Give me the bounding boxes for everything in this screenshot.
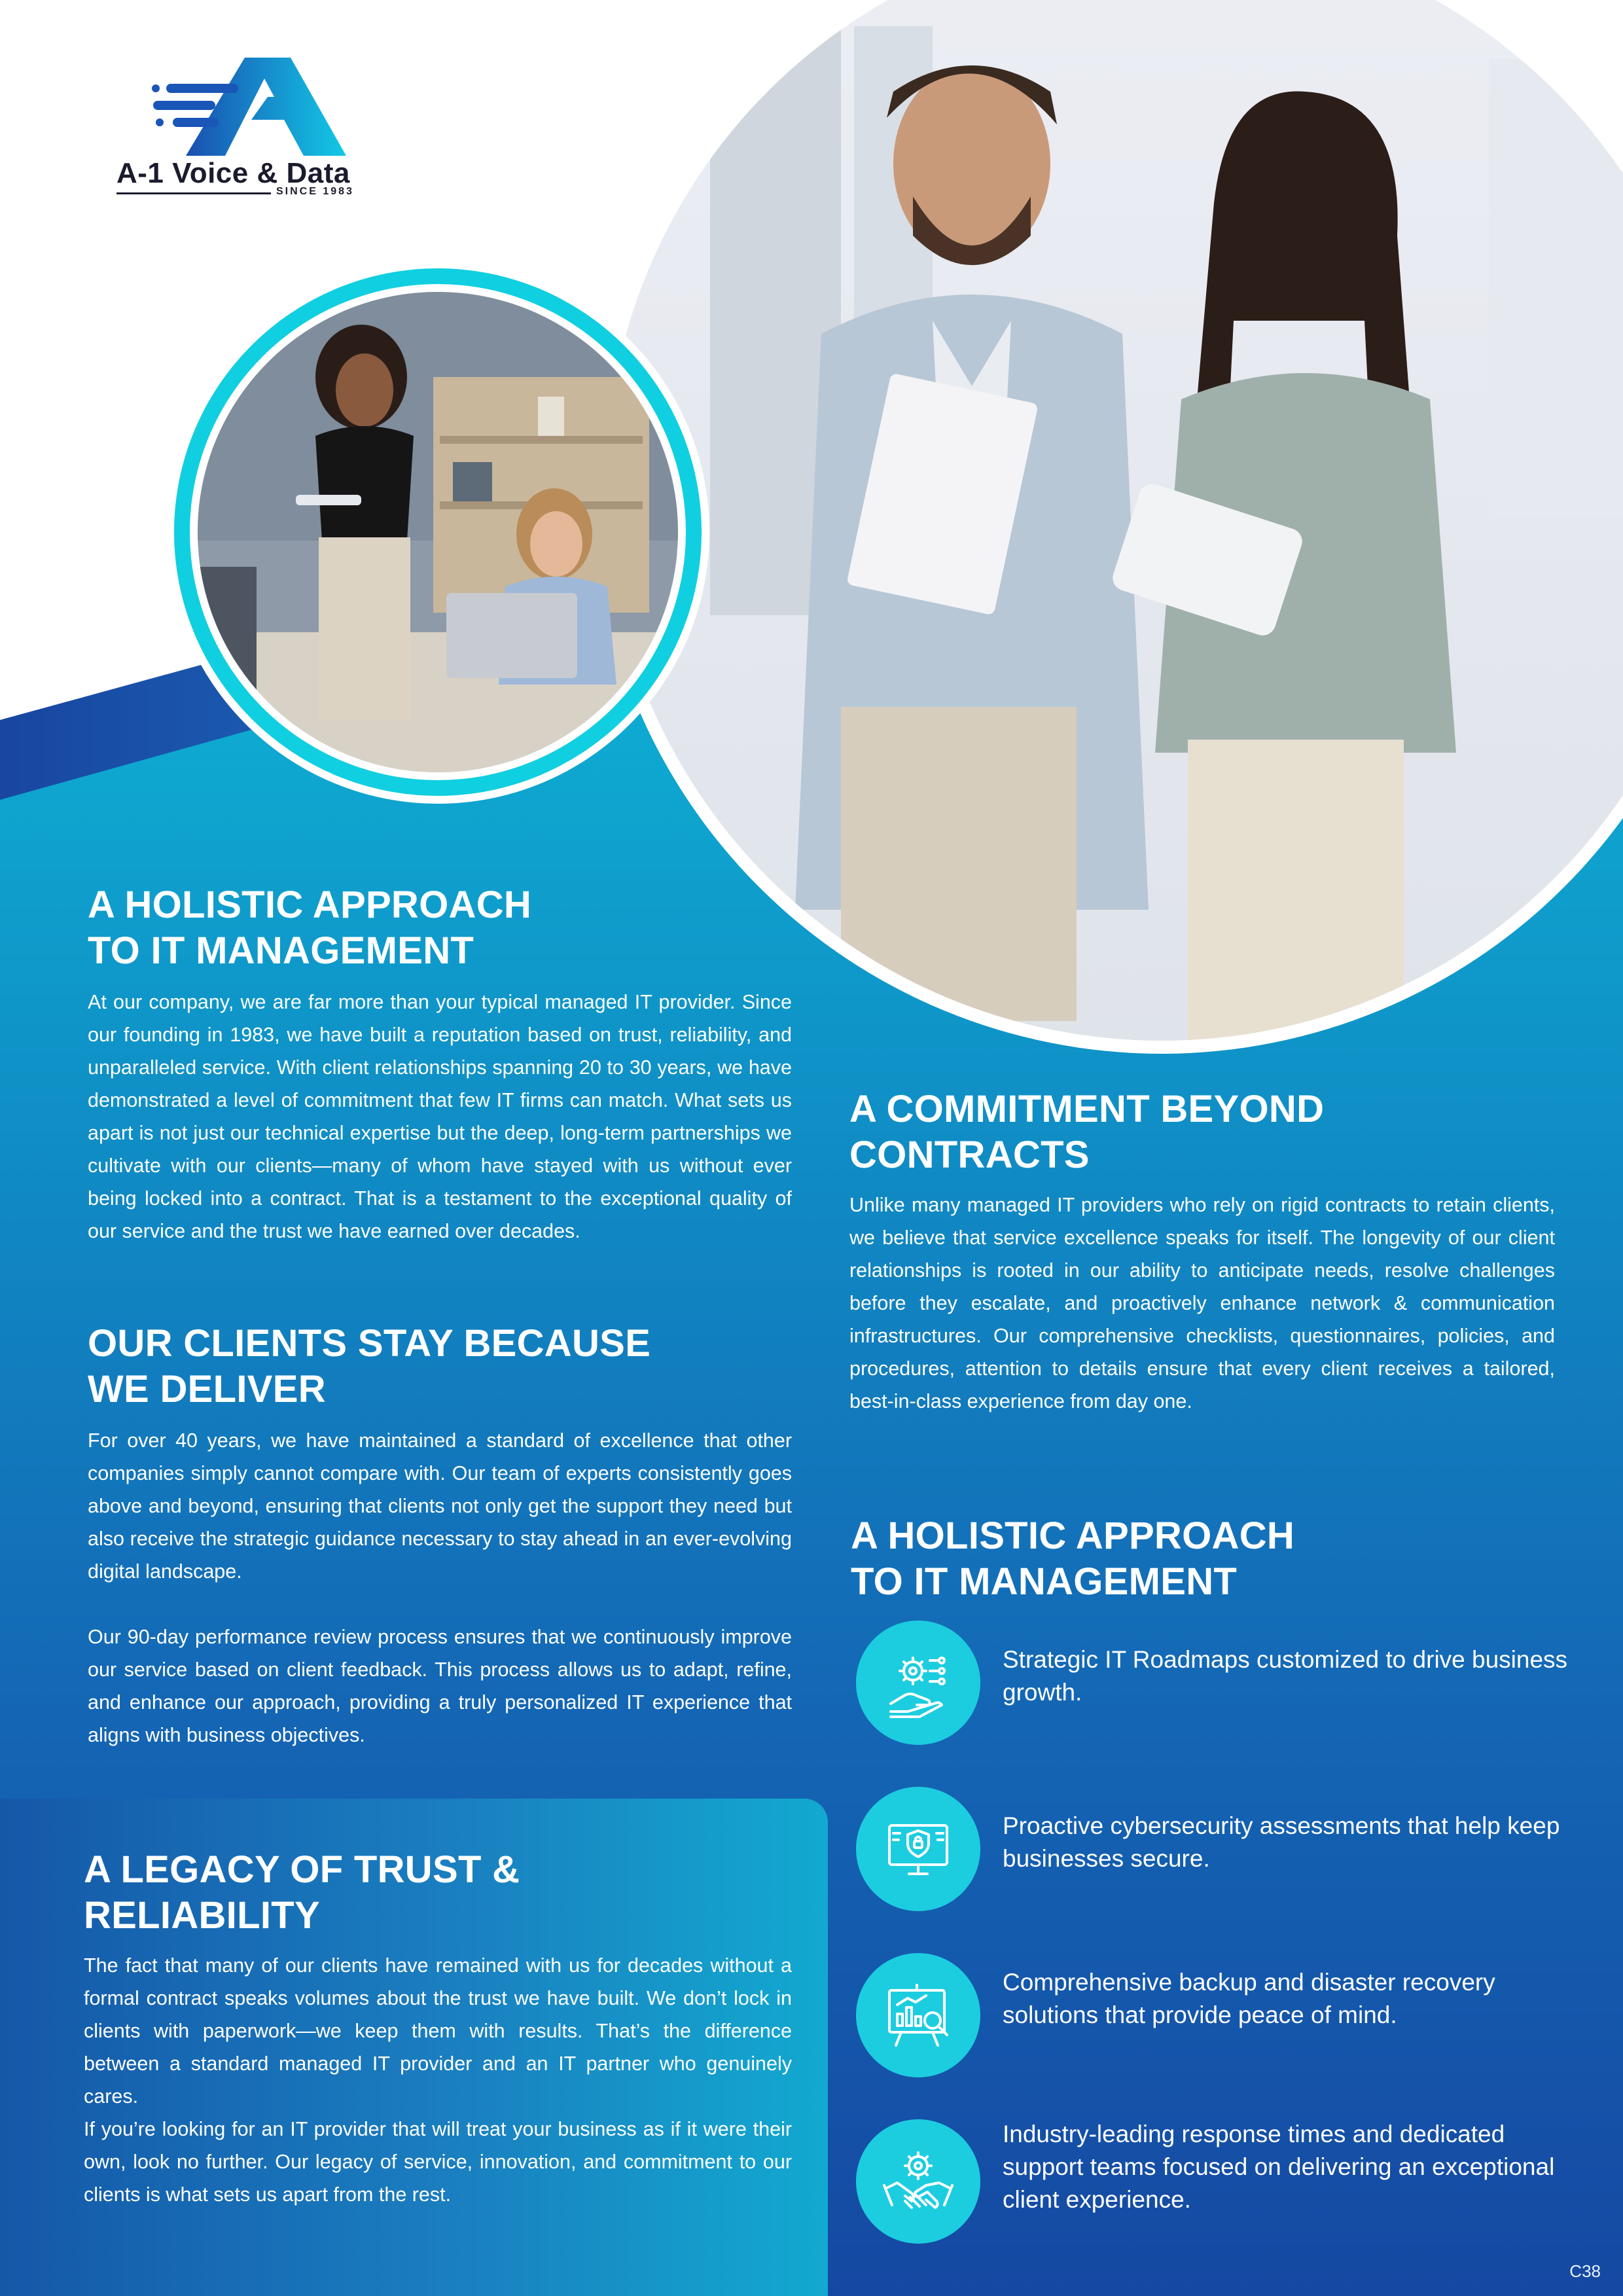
legacy-heading-line2: RELIABILITY: [84, 1894, 320, 1937]
commitment-heading: [849, 1086, 1324, 1178]
clients-paragraph-1: For over 40 years, we have maintained a standard of excellence that other companies simply cannot compare with. Our team of experts consistently goes above and beyond, ensuring that clients not only get the support they need but also receive the strategic guidance necessary to stay ahead in an ever-evolving digital landscape.: [88, 1429, 792, 1583]
features-heading: [851, 1513, 1294, 1605]
clients-heading-line2: WE DELIVER: [88, 1368, 326, 1410]
chart-magnifier-icon: [879, 1976, 957, 2054]
legacy-paragraph-1: The fact that many of our clients have remained with us for decades without a formal contract speaks volumes about the trust we have built. We don’t lock in clients with paperwork—we keep them with results. That’s the difference between a standard managed IT provider and an IT partner who genuinely cares.: [84, 1954, 792, 2108]
feature-text: Industry-leading response times and dedicated support teams focused on delivering an exceptional client experience.: [1003, 2121, 1555, 2213]
commitment-paragraph: Unlike many managed IT providers who rely on rigid contracts to retain clients, we believe that service excellence speaks for itself. The longevity of our client relationships is rooted in our ability to anticipate needs, resolve challenges before they escalate, and proactively enhance network & communication infrastructures. Our comprehensive checklists, questionnaires, policies, and procedures, attention to details ensure that every client receives a tailored, best-in-class experience from day one.: [849, 1194, 1555, 1412]
feature-icon-circle: [856, 1621, 980, 1745]
gear-hand-icon: [879, 1643, 957, 1722]
holistic-heading-line2: TO IT MANAGEMENT: [88, 929, 474, 972]
feature-text: Strategic IT Roadmaps customized to drive business growth.: [1003, 1646, 1568, 1706]
legacy-paragraph-2: If you’re looking for an IT provider that will treat your business as if it were their own, look no further. Our legacy of service, innovation, and commitment to our clients is what sets us apart from the rest.: [84, 2118, 792, 2206]
logo-mark-icon: [147, 58, 369, 162]
holistic-heading-line1: A HOLISTIC APPROACH: [88, 884, 532, 926]
feature-text: Comprehensive backup and disaster recovery solutions that provide peace of mind.: [1003, 1969, 1495, 2028]
shield-monitor-icon: [879, 1810, 957, 1888]
logo-underline: [116, 192, 271, 194]
office-team-illustration: [198, 292, 678, 772]
logo-since: SINCE 1983: [276, 186, 354, 197]
holistic-heading: [88, 882, 531, 974]
clients-heading: [88, 1321, 651, 1412]
feature-item: [856, 1621, 1576, 1745]
feature-item: [856, 1787, 1576, 1911]
legacy-heading-line1: A LEGACY OF TRUST &: [84, 1848, 520, 1891]
clients-heading-line1: OUR CLIENTS STAY BECAUSE: [88, 1322, 651, 1365]
page-code: C38: [1569, 2261, 1601, 2281]
holistic-paragraph: At our company, we are far more than your typical managed IT provider. Since our founding in 1983, we have built a reputation based on trust, reliability, and unparalleled service. With client relationships spanning 20 to 30 years, we have demonstrated a level of commitment that few IT firms can match. What sets us apart is not just our technical expertise but the deep, long-term partnerships we cultivate with our clients—many of whom have stayed with us without ever being locked into a contract. That is a testament to the exceptional quality of our service and the trust we have earned over decades.: [88, 991, 792, 1242]
commitment-heading-line1: A COMMITMENT BEYOND: [849, 1088, 1325, 1130]
features-heading-line2: TO IT MANAGEMENT: [851, 1560, 1238, 1603]
feature-icon-circle: [856, 2119, 980, 2244]
logo-wordmark: A-1 Voice & Data: [116, 157, 350, 189]
feature-icon-circle: [856, 1953, 980, 2077]
small-photo: [198, 292, 678, 772]
feature-item: [856, 1953, 1576, 2077]
clients-paragraph-2: Our 90-day performance review process ensures that we continuously improve our service based on client feedback. This process allows us to adapt, refine, and enhance our approach, providing a truly personalized IT experience that aligns with business objectives.: [88, 1626, 792, 1746]
gear-handshake-icon: [879, 2142, 957, 2221]
features-heading-line1: A HOLISTIC APPROACH: [851, 1515, 1295, 1557]
feature-icon-circle: [856, 1787, 980, 1911]
company-logo: [116, 58, 359, 202]
legacy-heading: [84, 1847, 520, 1939]
feature-text: Proactive cybersecurity assessments that help keep businesses secure.: [1003, 1812, 1560, 1872]
feature-item: [856, 2119, 1576, 2244]
commitment-heading-line2: CONTRACTS: [849, 1134, 1090, 1176]
